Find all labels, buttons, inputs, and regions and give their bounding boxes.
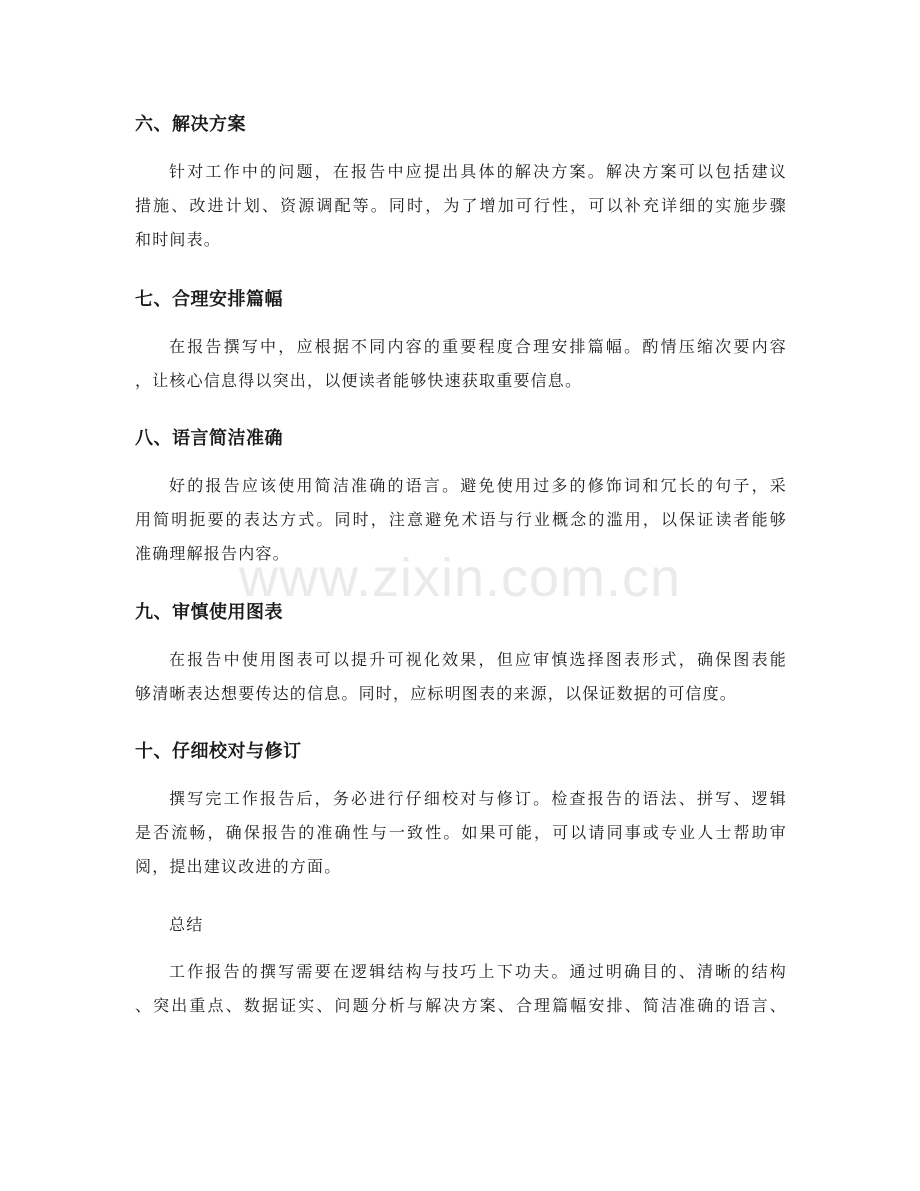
paragraph-line: ，让核心信息得以突出，以便读者能够快速获取重要信息。 [135, 371, 583, 390]
paragraph-line: 、突出重点、数据证实、问题分析与解决方案、合理篇幅安排、简洁准确的语言、 [135, 996, 787, 1015]
watermark: www.zixin.com.cn [238, 548, 682, 608]
section-body-9 [135, 643, 787, 711]
summary-body [135, 955, 787, 1023]
paragraph-line: 在报告撰写中，应根据不同内容的重要程度合理安排篇幅。酌情压缩次要内容 [169, 337, 787, 356]
paragraph-line: 和时间表。 [135, 230, 222, 249]
section-body-7 [135, 330, 787, 398]
section-body-6 [135, 155, 787, 257]
paragraph-line: 用简明扼要的表达方式。同时，注意避免术语与行业概念的滥用，以保证读者能够 [135, 510, 787, 529]
paragraph-line: 是否流畅，确保报告的准确性与一致性。如果可能，可以请同事或专业人士帮助审 [135, 823, 787, 842]
paragraph-line: 好的报告应该使用简洁准确的语言。避免使用过多的修饰词和冗长的句子，采 [169, 476, 787, 495]
section-heading-8: 八、语言简洁准确 [135, 428, 283, 449]
paragraph-line: 准确理解报告内容。 [135, 544, 290, 563]
paragraph-line: 措施、改进计划、资源调配等。同时，为了增加可行性，可以补充详细的实施步骤 [135, 196, 787, 215]
paragraph-line: 工作报告的撰写需要在逻辑结构与技巧上下功夫。通过明确目的、清晰的结构 [169, 962, 787, 981]
paragraph-line: 针对工作中的问题，在报告中应提出具体的解决方案。解决方案可以包括建议 [169, 162, 787, 181]
paragraph-line: 在报告中使用图表可以提升可视化效果，但应审慎选择图表形式，确保图表能 [169, 650, 787, 669]
paragraph-line: 够清晰表达想要传达的信息。同时，应标明图表的来源，以保证数据的可信度。 [135, 684, 738, 703]
section-heading-6: 六、解决方案 [135, 114, 246, 135]
summary-label: 总结 [169, 915, 204, 934]
section-heading-7: 七、合理安排篇幅 [135, 289, 283, 310]
paragraph-line: 阅，提出建议改进的方面。 [135, 857, 342, 876]
section-body-10 [135, 782, 787, 884]
paragraph-line: 撰写完工作报告后，务必进行仔细校对与修订。检查报告的语法、拼写、逻辑 [169, 789, 787, 808]
section-heading-9: 九、审慎使用图表 [135, 602, 283, 623]
section-heading-10: 十、仔细校对与修订 [135, 741, 302, 762]
